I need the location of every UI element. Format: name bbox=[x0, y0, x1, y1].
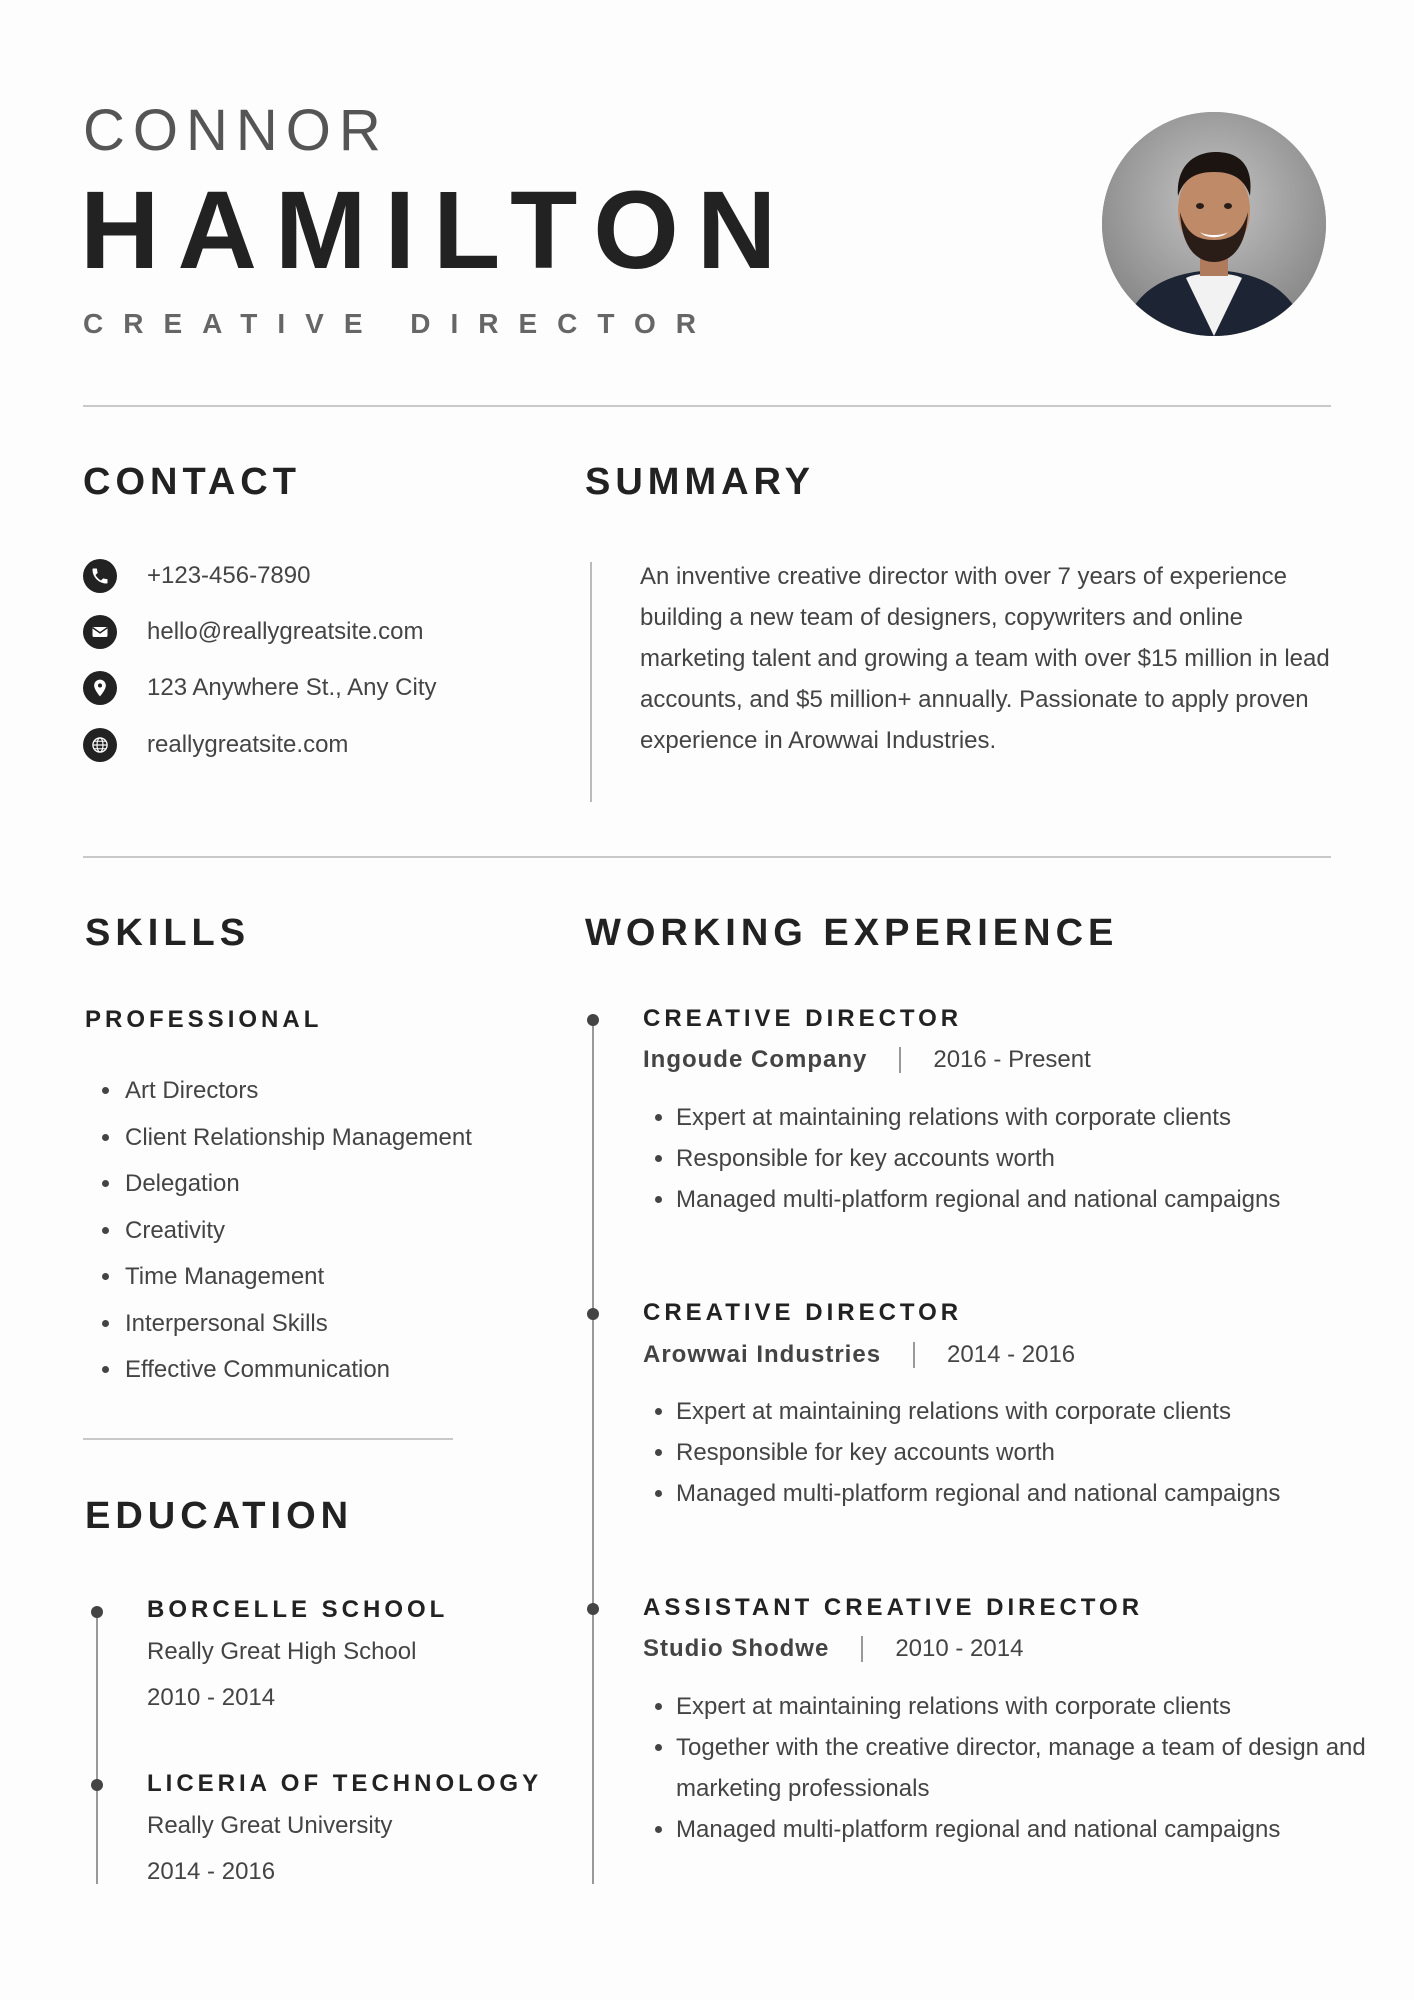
portrait-illustration bbox=[1102, 112, 1326, 336]
email-icon bbox=[83, 615, 117, 649]
experience-meta bbox=[643, 1636, 1023, 1662]
education-school: LICERIA OF TECHNOLOGY bbox=[147, 1770, 543, 1797]
experience-role: ASSISTANT CREATIVE DIRECTOR bbox=[643, 1594, 1144, 1621]
skill-item: • Effective Communication bbox=[123, 1347, 472, 1394]
experience-bullet: • Expert at maintaining relations with corporate clients bbox=[676, 1097, 1376, 1138]
first-name: CONNOR bbox=[83, 98, 389, 163]
contact-address bbox=[83, 670, 437, 706]
meta-separator bbox=[913, 1342, 915, 1368]
experience-bullet: • Managed multi-platform regional and national campaigns bbox=[676, 1473, 1376, 1514]
experience-meta bbox=[643, 1047, 1091, 1073]
experience-role: CREATIVE DIRECTOR bbox=[643, 1005, 963, 1032]
skills-divider bbox=[83, 1438, 453, 1440]
education-heading: EDUCATION bbox=[85, 1495, 354, 1537]
job-title: CREATIVE DIRECTOR bbox=[83, 308, 716, 339]
education-school: BORCELLE SCHOOL bbox=[147, 1596, 449, 1623]
skills-list bbox=[95, 1068, 472, 1394]
header-divider bbox=[83, 405, 1331, 407]
experience-company: Ingoude Company bbox=[643, 1046, 868, 1073]
mid-divider bbox=[83, 856, 1331, 858]
summary-divider bbox=[590, 562, 592, 802]
contact-heading: CONTACT bbox=[83, 461, 301, 503]
summary-heading: SUMMARY bbox=[585, 461, 815, 503]
skill-item: • Time Management bbox=[123, 1254, 472, 1301]
location-icon bbox=[83, 671, 117, 705]
experience-bullet: • Managed multi-platform regional and national campaigns bbox=[676, 1809, 1376, 1850]
experience-bullet: • Responsible for key accounts worth bbox=[676, 1138, 1376, 1179]
profile-photo bbox=[1102, 112, 1326, 336]
experience-years: 2014 - 2016 bbox=[947, 1341, 1076, 1368]
experience-role: CREATIVE DIRECTOR bbox=[643, 1299, 963, 1326]
experience-bullet: • Responsible for key accounts worth bbox=[676, 1432, 1376, 1473]
skill-item: • Creativity bbox=[123, 1208, 472, 1255]
timeline-dot bbox=[587, 1014, 599, 1026]
timeline-dot bbox=[587, 1308, 599, 1320]
experience-bullets bbox=[652, 1391, 1376, 1514]
skill-item: • Art Directors bbox=[123, 1068, 472, 1115]
skills-heading: SKILLS bbox=[85, 912, 251, 954]
education-years: 2010 - 2014 bbox=[147, 1684, 276, 1711]
contact-email-text[interactable]: hello@reallygreatsite.com bbox=[147, 618, 424, 645]
education-timeline bbox=[96, 1612, 98, 1884]
timeline-dot bbox=[587, 1603, 599, 1615]
experience-heading: WORKING EXPERIENCE bbox=[585, 912, 1119, 954]
experience-bullets bbox=[652, 1686, 1376, 1850]
contact-email bbox=[83, 614, 423, 650]
experience-timeline bbox=[592, 1018, 594, 1884]
globe-icon bbox=[83, 728, 117, 762]
experience-years: 2016 - Present bbox=[933, 1046, 1091, 1073]
contact-website bbox=[83, 727, 348, 763]
experience-meta bbox=[643, 1342, 1075, 1368]
experience-bullet: • Expert at maintaining relations with corporate clients bbox=[676, 1391, 1376, 1432]
experience-company: Studio Shodwe bbox=[643, 1635, 830, 1662]
timeline-dot bbox=[91, 1606, 103, 1618]
summary-text: An inventive creative director with over 7 years of experience building a new team of designers, copywriters and online marketing talent and growing a team with over $15 million in lead accounts, and $5 million+ annually. Passionate to apply proven experience in Arowwai Industries. bbox=[640, 563, 1330, 754]
contact-website-text[interactable]: reallygreatsite.com bbox=[147, 731, 349, 758]
meta-separator bbox=[861, 1636, 863, 1662]
skills-subheading: PROFESSIONAL bbox=[85, 1006, 323, 1033]
contact-address-text: 123 Anywhere St., Any City bbox=[147, 674, 437, 701]
last-name: HAMILTON bbox=[80, 169, 795, 292]
meta-separator bbox=[899, 1047, 901, 1073]
timeline-dot bbox=[91, 1779, 103, 1791]
education-years: 2014 - 2016 bbox=[147, 1858, 276, 1885]
skill-item: • Interpersonal Skills bbox=[123, 1301, 472, 1348]
experience-years: 2010 - 2014 bbox=[895, 1635, 1024, 1662]
skill-item: • Delegation bbox=[123, 1161, 472, 1208]
contact-phone-text[interactable]: +123-456-7890 bbox=[147, 562, 311, 589]
education-detail: Really Great University bbox=[147, 1812, 393, 1839]
experience-bullets bbox=[652, 1097, 1376, 1220]
experience-bullet: • Expert at maintaining relations with corporate clients bbox=[676, 1686, 1376, 1727]
phone-icon bbox=[83, 559, 117, 593]
education-detail: Really Great High School bbox=[147, 1638, 417, 1665]
experience-bullet: • Together with the creative director, manage a team of design and marketing professionals bbox=[676, 1727, 1376, 1809]
experience-company: Arowwai Industries bbox=[643, 1341, 882, 1368]
contact-phone bbox=[83, 558, 310, 594]
experience-bullet: • Managed multi-platform regional and national campaigns bbox=[676, 1179, 1376, 1220]
skill-item: • Client Relationship Management bbox=[123, 1115, 472, 1162]
